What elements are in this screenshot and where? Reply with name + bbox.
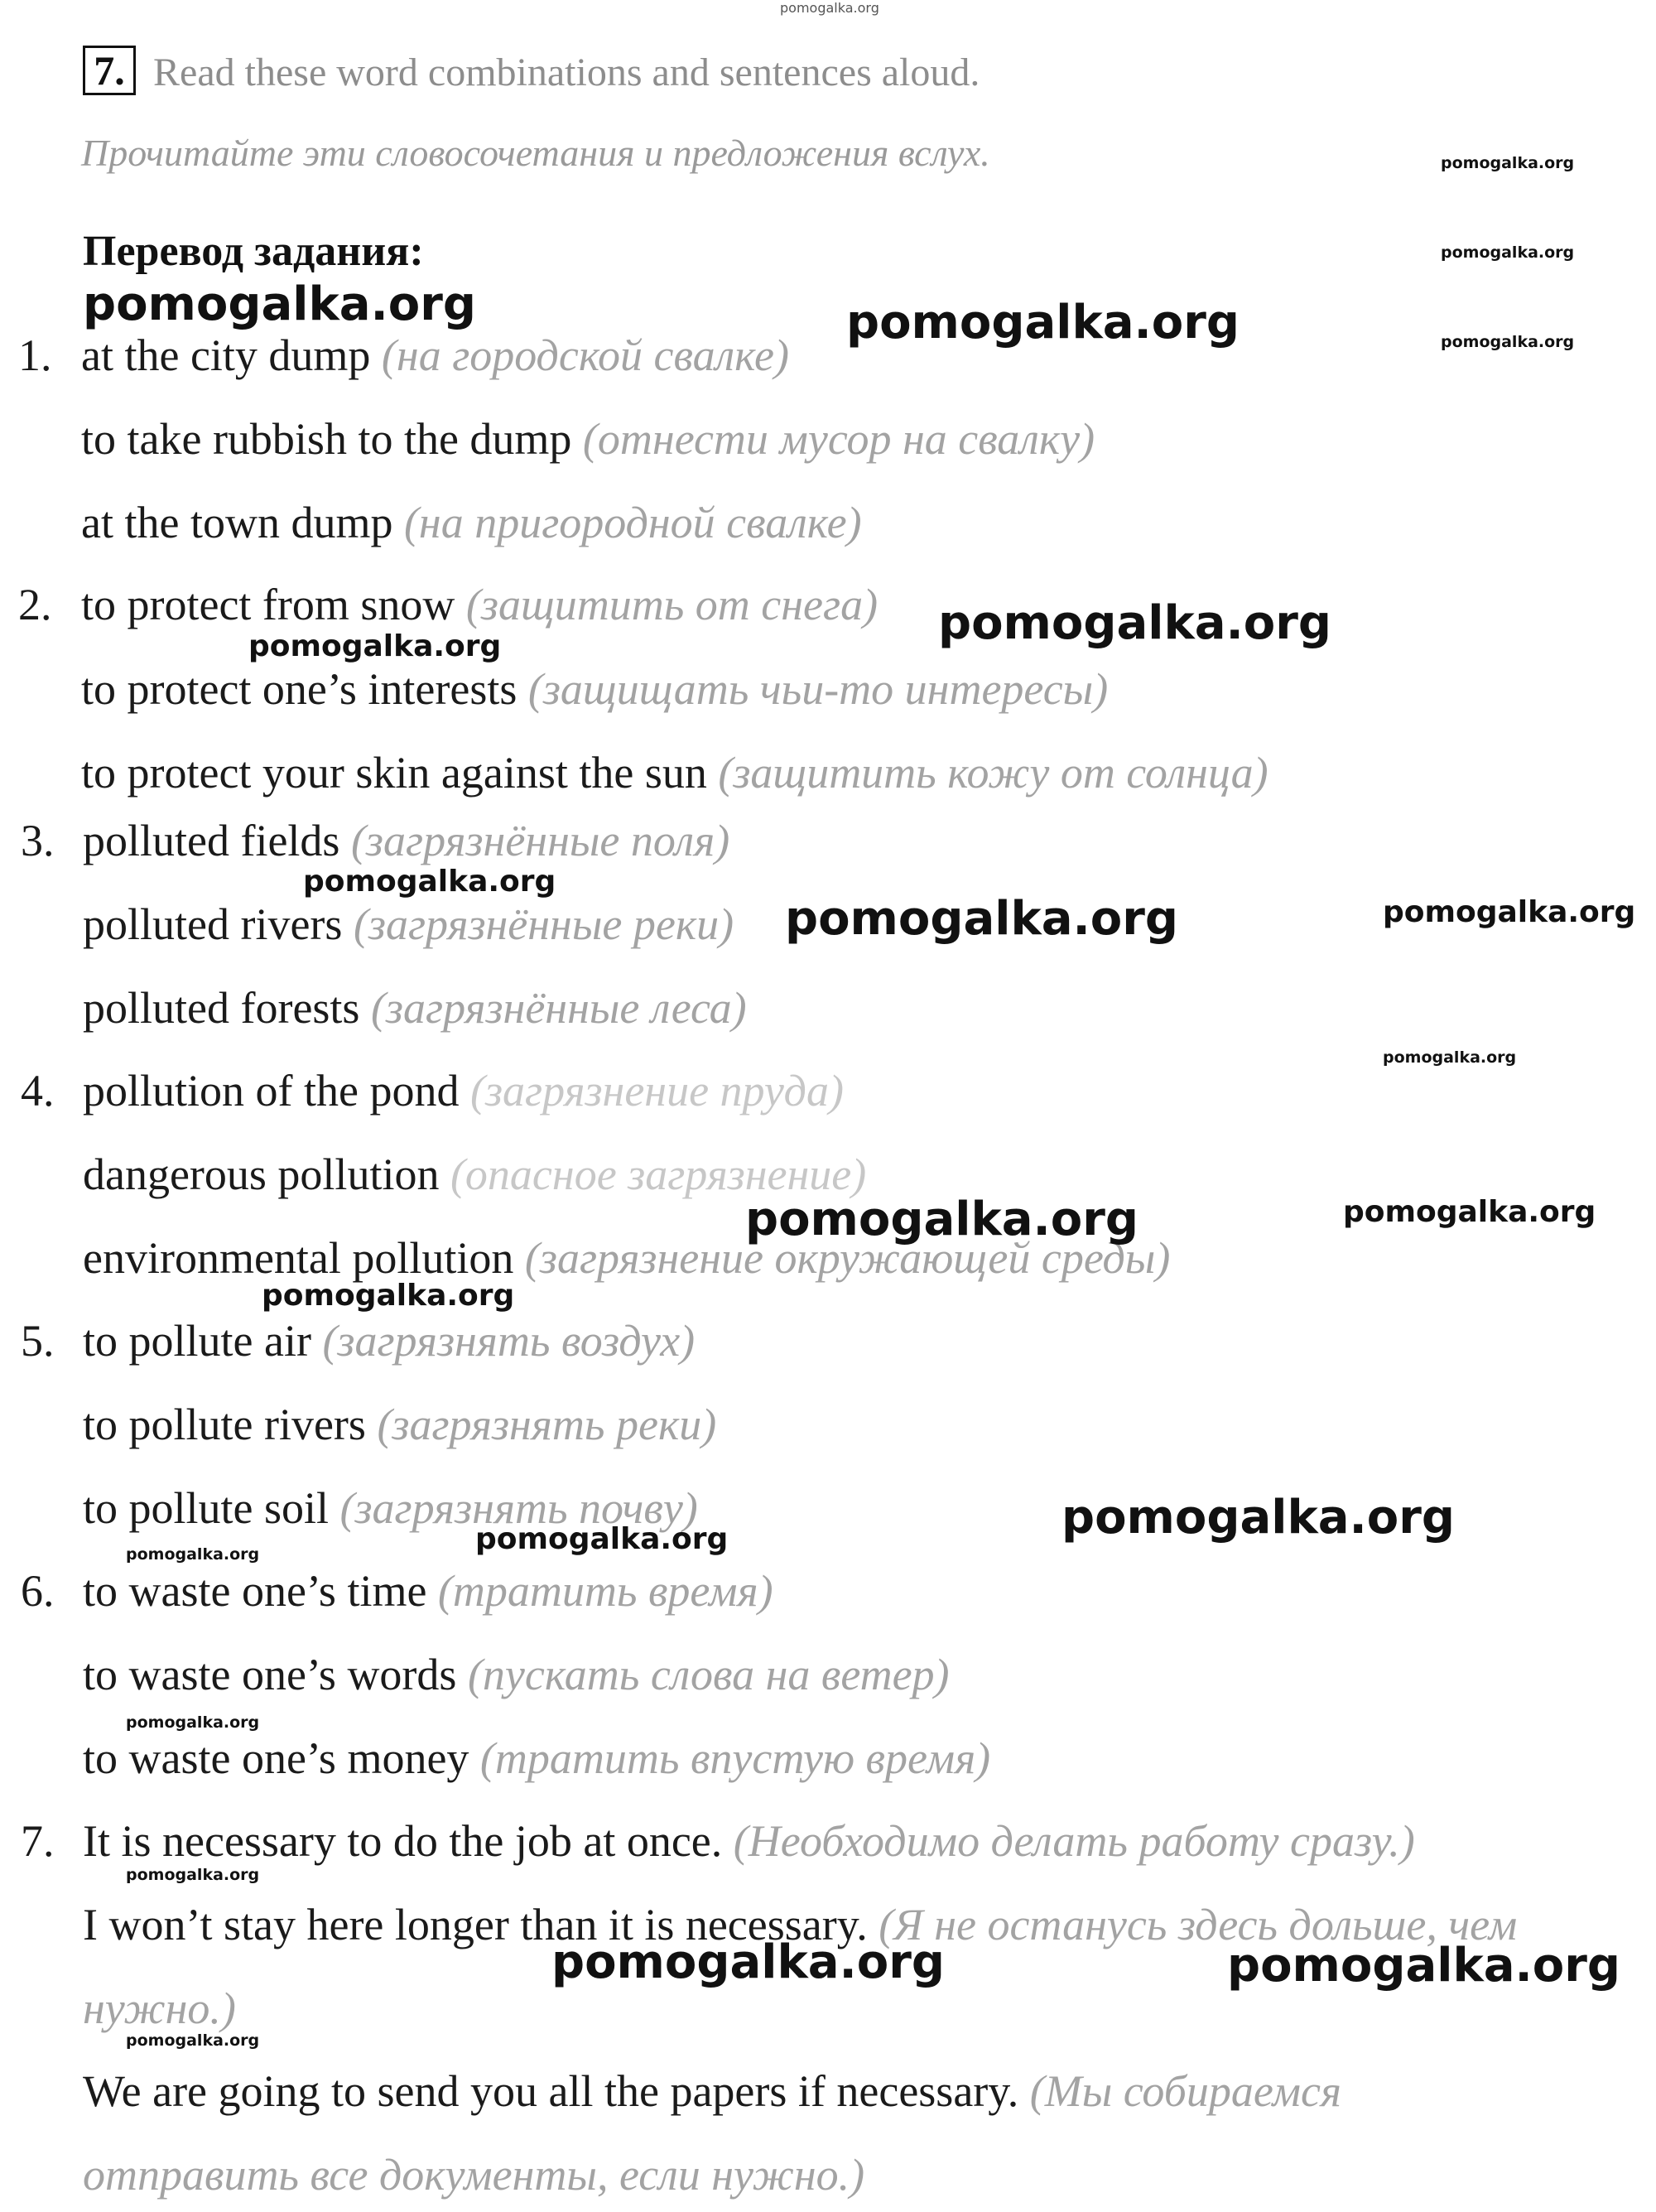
sentence-line (83, 1983, 236, 2033)
watermark: pomogalka.org (126, 1866, 260, 1884)
sentence-ru: (Необходимо делать работу сразу.) (733, 1816, 1415, 1866)
phrase-line (83, 1149, 867, 1199)
watermark: pomogalka.org (1227, 1939, 1620, 1993)
phrase-line (81, 748, 1268, 798)
watermark: pomogalka.org (126, 1713, 260, 1732)
top-watermark: pomogalka.org (780, 0, 879, 16)
phrase-en: polluted forests (83, 983, 360, 1033)
task-instruction: Read these word combinations and sentences aloud. (153, 51, 980, 94)
phrase-en: to pollute air (83, 1316, 311, 1366)
watermark: pomogalka.org (262, 1279, 515, 1313)
phrase-en: environmental pollution (83, 1233, 514, 1283)
watermark: pomogalka.org (303, 865, 556, 899)
phrase-ru: (пускать слова на ветер) (467, 1650, 950, 1699)
phrase-en: at the city dump (81, 330, 371, 380)
item-number: 7. (21, 1816, 55, 1866)
watermark: pomogalka.org (126, 1545, 260, 1564)
watermark: pomogalka.org (1383, 1048, 1517, 1067)
phrase-line (83, 1066, 844, 1116)
phrase-ru: (загрязнение окружающей среды) (524, 1233, 1171, 1283)
phrase-ru: (загрязнять воздух) (322, 1316, 696, 1366)
watermark: pomogalka.org (1383, 895, 1636, 929)
phrase-ru: (загрязнять почву) (339, 1483, 698, 1533)
watermark: pomogalka.org (1441, 154, 1575, 172)
sentence-en: It is necessary to do the job at once. (83, 1816, 723, 1866)
watermark: pomogalka.org (1061, 1491, 1455, 1545)
watermark: pomogalka.org (475, 1522, 729, 1556)
phrase-en: at the town dump (81, 498, 393, 547)
phrase-line (81, 414, 1095, 464)
watermark: pomogalka.org (846, 296, 1240, 349)
phrase-line (81, 500, 862, 545)
phrase-en: dangerous pollution (83, 1149, 440, 1199)
phrase-line (83, 818, 729, 863)
sentence-line (83, 1816, 1415, 1866)
phrase-ru: (на городской свалке) (381, 330, 789, 380)
task-number-box: 7. (83, 46, 136, 95)
watermark: pomogalka.org (126, 2031, 260, 2050)
phrase-en: to protect from snow (81, 580, 455, 629)
phrase-line (83, 899, 734, 949)
watermark: pomogalka.org (938, 596, 1331, 650)
sentence-ru: (Я не останусь здесь дольше, чем (879, 1900, 1518, 1949)
item-number: 3. (21, 816, 55, 865)
phrase-ru: (опасное загрязнение) (450, 1149, 867, 1199)
watermark: pomogalka.org (1441, 333, 1575, 351)
sentence-ru: отправить все документы, если нужно.) (83, 2150, 865, 2200)
item-number: 4. (21, 1066, 55, 1116)
sentence-line (83, 2066, 1342, 2116)
sentence-ru: (Мы собираемся (1029, 2066, 1342, 2116)
phrase-en: to pollute rivers (83, 1400, 366, 1449)
phrase-ru: (загрязнённые реки) (353, 899, 734, 949)
sentence-ru: нужно.) (83, 1983, 236, 2033)
phrase-en: polluted fields (83, 816, 340, 865)
phrase-ru: (на пригородной свалке) (403, 498, 862, 547)
phrase-en: to waste one’s money (83, 1733, 469, 1783)
phrase-ru: (тратить впустую время) (479, 1733, 991, 1783)
phrase-line (83, 1316, 696, 1366)
item-number: 6. (21, 1566, 55, 1616)
phrase-en: polluted rivers (83, 899, 343, 949)
phrase-line (83, 1733, 991, 1783)
phrase-line (83, 1652, 950, 1697)
phrase-line (83, 983, 747, 1033)
item-number: 2. (18, 580, 52, 629)
watermark: pomogalka.org (1343, 1195, 1596, 1229)
phrase-en: to protect your skin against the sun (81, 748, 707, 798)
task-instruction-ru: Прочитайте эти словосочетания и предложения вслух. (81, 132, 990, 174)
phrase-line (81, 330, 789, 380)
watermark: pomogalka.org (785, 892, 1178, 946)
watermark: pomogalka.org (83, 277, 476, 331)
phrase-ru: (тратить время) (437, 1566, 773, 1616)
watermark: pomogalka.org (551, 1935, 945, 1989)
phrase-ru: (защитить от снега) (465, 580, 879, 629)
phrase-line (81, 582, 878, 627)
phrase-ru: (загрязнённые леса) (370, 983, 747, 1033)
translation-heading: Перевод задания: (83, 228, 424, 275)
sentence-en: I won’t stay here longer than it is necessary. (83, 1900, 868, 1949)
phrase-en: to take rubbish to the dump (81, 414, 572, 464)
watermark: pomogalka.org (745, 1193, 1138, 1246)
phrase-ru: (отнести мусор на свалку) (582, 414, 1095, 464)
phrase-en: to waste one’s time (83, 1566, 427, 1616)
phrase-line (81, 664, 1109, 714)
phrase-en: pollution of the pond (83, 1066, 460, 1116)
watermark: pomogalka.org (1441, 243, 1575, 262)
watermark: pomogalka.org (248, 629, 502, 663)
phrase-ru: (загрязнённые поля) (350, 816, 730, 865)
phrase-en: to protect one’s interests (81, 664, 518, 714)
phrase-en: to waste one’s words (83, 1650, 457, 1699)
phrase-ru: (загрязнять реки) (377, 1400, 717, 1449)
phrase-line (83, 1402, 716, 1447)
phrase-line (83, 1566, 773, 1616)
phrase-ru: (защищать чьи-то интересы) (527, 664, 1109, 714)
item-number: 1. (18, 330, 52, 380)
phrase-ru: (защитить кожу от солнца) (718, 748, 1268, 798)
sentence-line (83, 2150, 865, 2200)
phrase-ru: (загрязнение пруда) (469, 1066, 844, 1116)
phrase-en: to pollute soil (83, 1483, 329, 1533)
item-number: 5. (21, 1316, 55, 1366)
sentence-en: We are going to send you all the papers if necessary. (83, 2066, 1019, 2116)
